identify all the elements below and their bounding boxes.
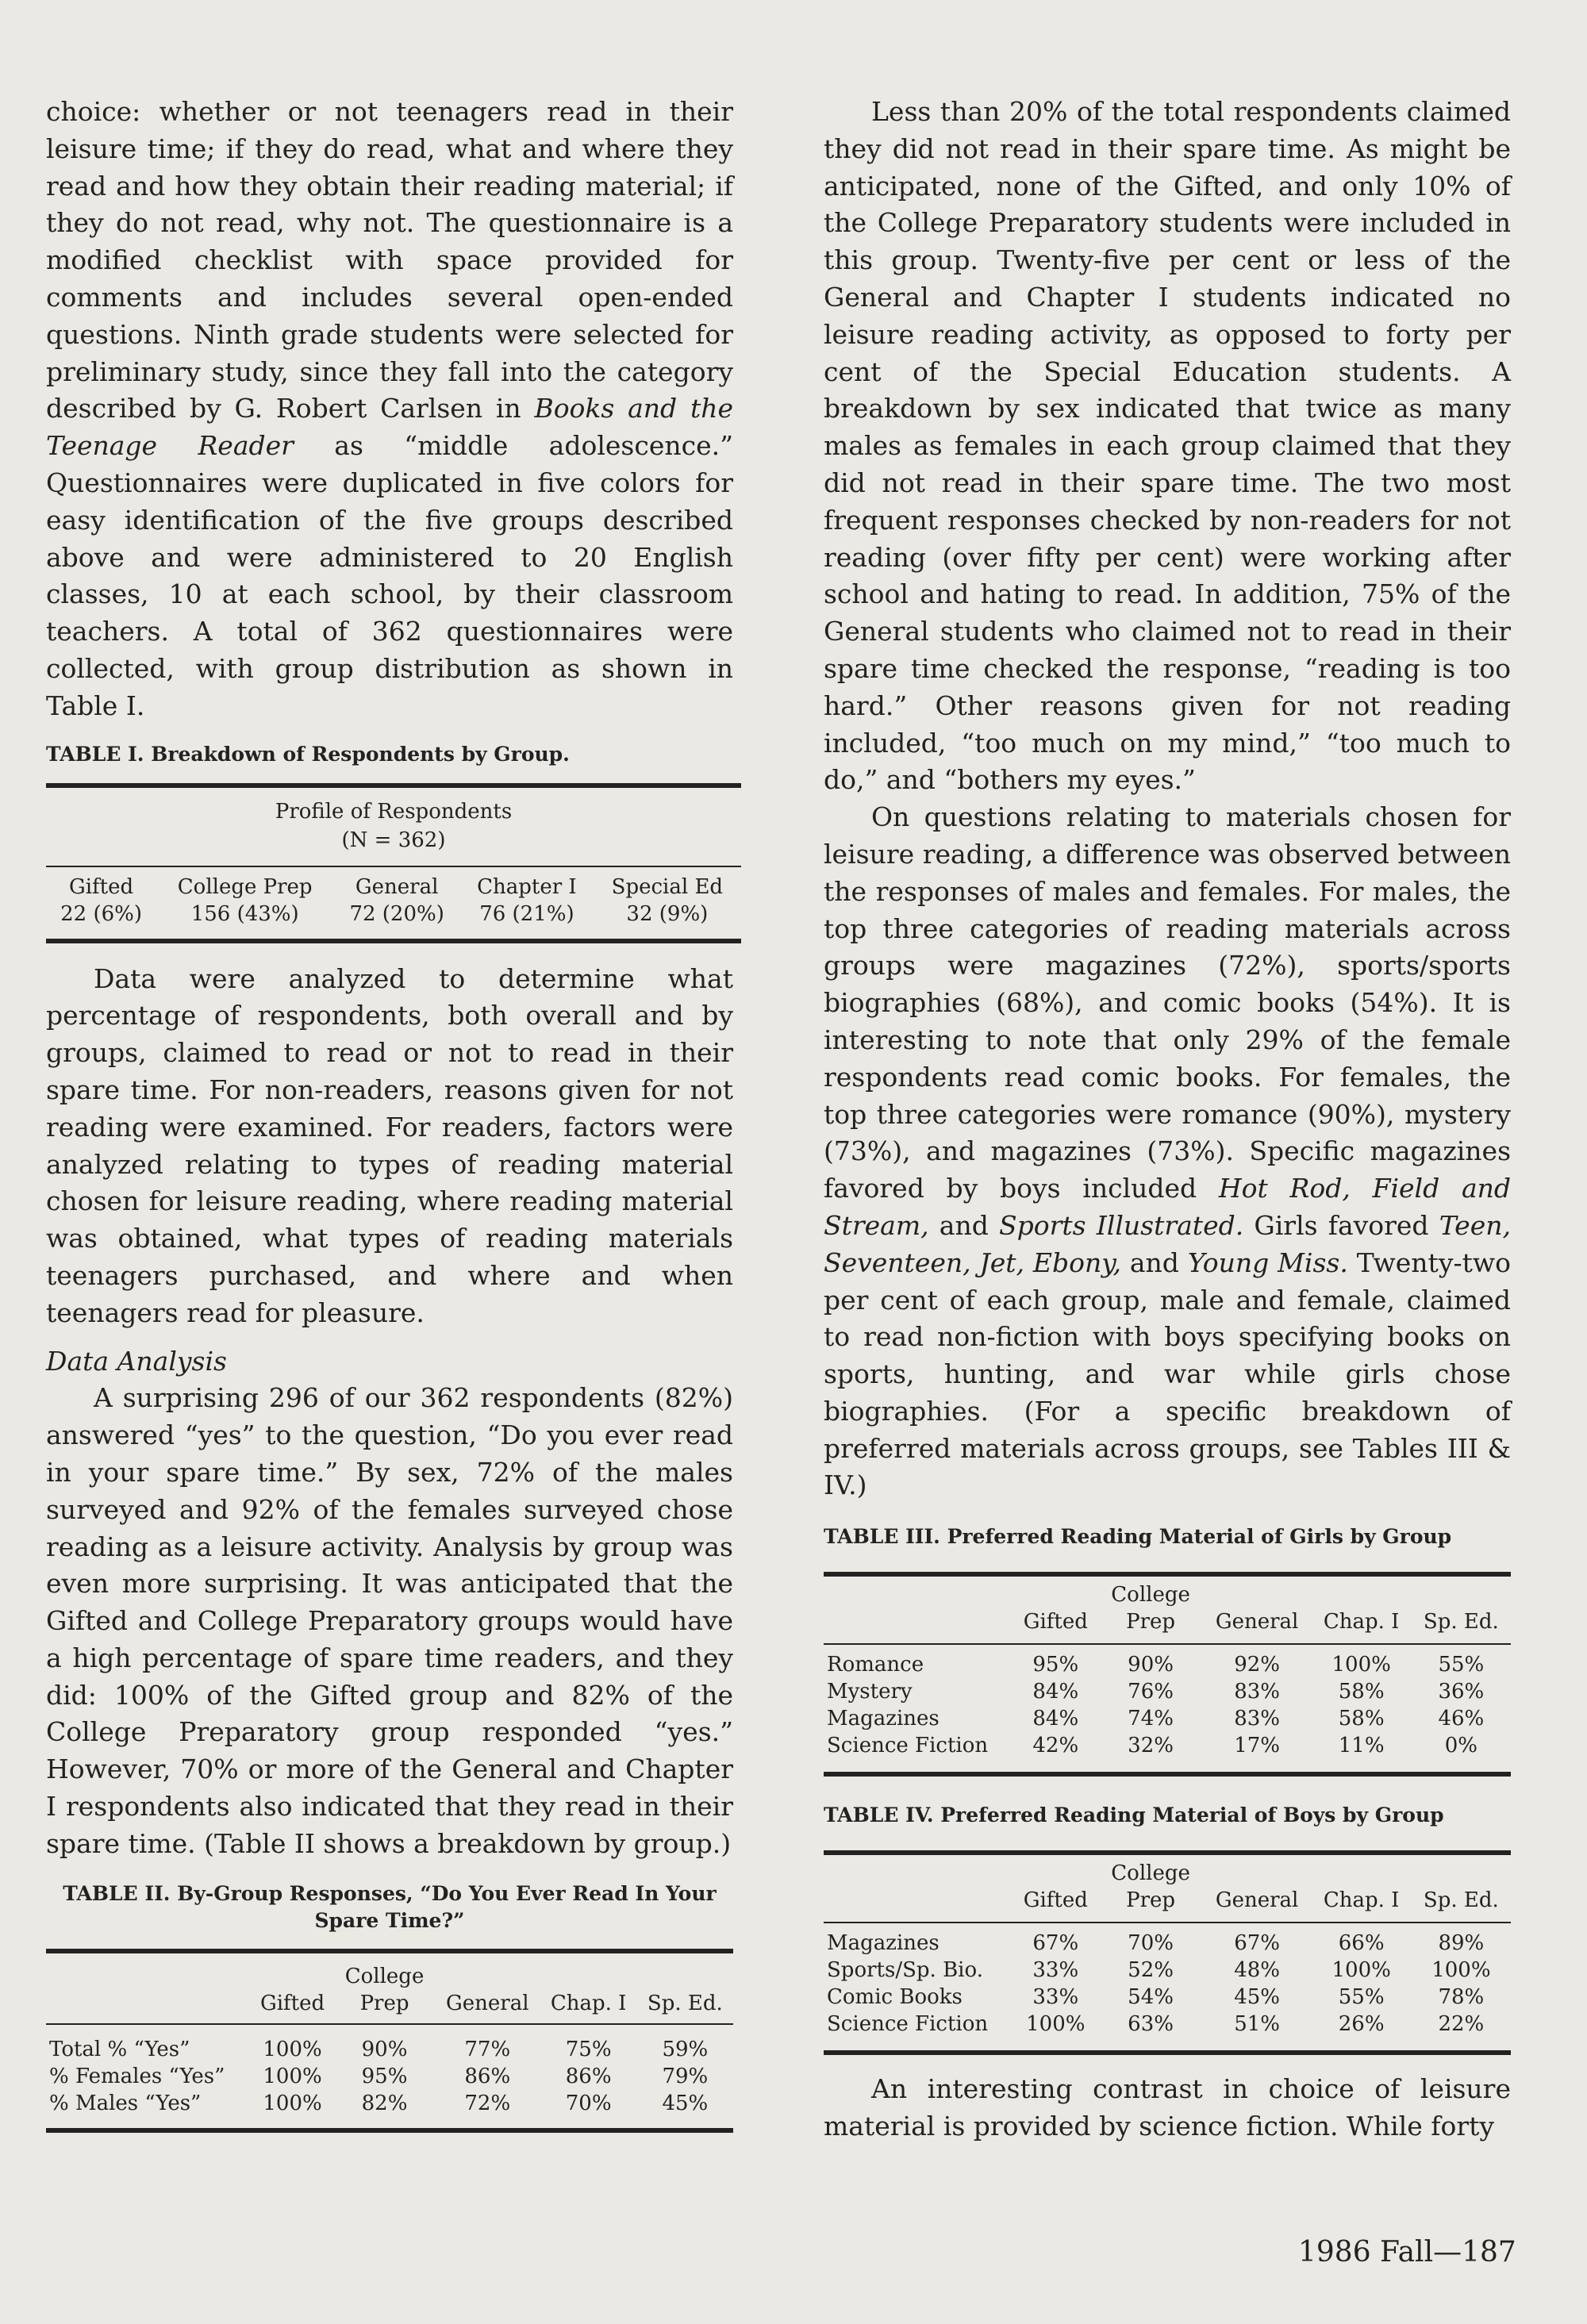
table-row: % Males “Yes” 100% 82% 72% 70% 45%: [49, 2091, 709, 2115]
divider: [824, 1772, 1511, 1777]
divider: [46, 866, 741, 867]
table-body: College Gifted Prep General Chap. I Sp. Ed. Romance 95% 90% 92% 100% 55% Mystery 84% 76% 83% 58% 36% Magazines 84% 74% 83% 58% 46% Science Fiction 42% 32% 17% 11% 0%: [824, 1581, 1511, 1759]
table-row: Total % “Yes” 100% 90% 77% 75% 59%: [49, 2037, 709, 2061]
table-1: [46, 743, 733, 943]
table-body: College Gifted Prep General Chap. I Sp. Ed. Magazines 67% 70% 67% 66% 89% Sports/Sp. Bio. 33% 52% 48% 100% 100% Comic Books 33% 54% 45% 55% 78% Science Fiction 100% 63% 51% 26% 22%: [824, 1860, 1511, 2038]
left-column: [46, 94, 733, 2133]
divider: [46, 783, 741, 788]
divider: [46, 2128, 733, 2133]
divider: [46, 1949, 733, 1953]
table-row: Magazines 67% 70% 67% 66% 89%: [827, 1931, 1485, 1956]
table-caption: TABLE II. By-Group Responses, “Do You Ever Read In Your Spare Time?”: [63, 1881, 717, 1932]
paragraph: A surprising 296 of our 362 respondents (82%) answered “yes” to the question, “Do you ever read in your spare time.” By sex, 72% of the males surveyed and 92% of the females surveyed chose reading as a leisure activity. Analysis by group was even more surprising. It was anticipated that the Gifted and College Preparatory groups would have a high percentage of spare time readers, and they did: 100% of the Gifted group and 82% of the College Preparatory group responded “yes.” However, 70% or more of the General and Chapter I respondents also indicated that they read in their spare time. (Table II shows a breakdown by group.): [46, 1382, 733, 1859]
page-footer: 1986 Fall—187: [1298, 2236, 1516, 2268]
table-body: College Gifted Prep General Chap. I Sp. Ed. Total % “Yes” 100% 90% 77% 75% 59% % Females “Yes” 100% 95% 86% 86% 79% % Males “Yes” 100% 82% 72% 70% 45%: [46, 1963, 733, 2117]
table-2: [46, 1880, 733, 2133]
table-row: Sports/Sp. Bio. 33% 52% 48% 100% 100%: [827, 1958, 1491, 1983]
table-3: [824, 1525, 1511, 1777]
table-caption: TABLE IV. Preferred Reading Material of Boys by Group: [824, 1804, 1444, 1827]
paragraph: Data were analyzed to determine what percentage of respondents, both overall and by groups, claimed to read or not to read in their spare time. For non-readers, reasons given for not reading were examined. For readers, factors were analyzed relating to types of reading material chosen for leisure reading, where reading material was obtained, what types of reading materials teenagers purchased, and where and when teenagers read for pleasure.: [46, 962, 733, 1328]
table-body: Gifted College Prep General Chapter I Special Ed 22 (6%) 156 (43%) 72 (20%) 76 (21%) 32 (9%): [60, 874, 724, 926]
paragraph: On questions relating to materials chosen for leisure reading, a difference was observed between the responses of males and females. For males, the top three categories of reading materials across groups were magazines (72%), sports/sports biographies (68%), and comic books (54%). It is interesting to note that only 29% of the female respondents read comic books. For females, the top three categories were romance (90%), mystery (73%), and magazines (73%). Specific magazines favored by boys included Hot Rod, Field and Stream, and Sports Illustrated. Girls favored Teen, Seventeen, Jet, Ebony, and Young Miss. Twenty-two per cent of each group, male and female, claimed to read non-fiction with boys specifying books on sports, hunting, and war while girls chose biographies. (For a specific breakdown of preferred materials across groups, see Tables III & IV.): [824, 801, 1511, 1501]
paragraph: An interesting contrast in choice of leisure material is provided by science fiction. While forty: [824, 2073, 1511, 2142]
section-heading: Data Analysis: [46, 1345, 227, 1377]
table-row: Magazines 84% 74% 83% 58% 46%: [827, 1707, 1485, 1731]
divider: [824, 1572, 1511, 1577]
table-4: [824, 1804, 1511, 2055]
table-row: Mystery 84% 76% 83% 58% 36%: [827, 1680, 1485, 1704]
table-title: Profile of Respondents (N = 362): [275, 799, 513, 852]
divider: [824, 2050, 1511, 2055]
divider: [46, 939, 741, 943]
table-row: Comic Books 33% 54% 45% 55% 78%: [827, 1985, 1485, 2010]
table-row: Science Fiction 100% 63% 51% 26% 22%: [827, 2012, 1485, 2037]
divider: [46, 2023, 733, 2025]
divider: [824, 1850, 1511, 1855]
divider: [824, 1922, 1511, 1923]
book-title: Books and the Teenage Reader: [46, 393, 733, 462]
paragraph: choice: whether or not teenagers read in their leisure time; if they do read, what and where they read and how they obtain their reading material; if they do not read, why not. The questionnaire is a modified checklist with space provided for comments and includes several open-ended questions. Ninth grade students were selected for preliminary study, since they fall into the category described by G. Robert Carlsen in Books and the Teenage Reader as “middle adolescence.” Questionnaires were duplicated in five colors for easy identification of the five groups described above and were administered to 20 English classes, 10 at each school, by their classroom teachers. A total of 362 questionnaires were collected, with group distribution as shown in Table I.: [46, 96, 733, 721]
table-row: Romance 95% 90% 92% 100% 55%: [827, 1653, 1485, 1677]
table-caption: TABLE III. Preferred Reading Material of Girls by Group: [824, 1525, 1452, 1549]
table-row: Science Fiction 42% 32% 17% 11% 0%: [827, 1734, 1477, 1758]
paragraph: Less than 20% of the total respondents claimed they did not read in their spare time. As might be anticipated, none of the Gifted, and only 10% of the College Preparatory students were included in this group. Twenty-five per cent or less of the General and Chapter I students indicated no leisure reading activity, as opposed to forty per cent of the Special Education students. A breakdown by sex indicated that twice as many males as females in each group claimed that they did not read in their spare time. The two most frequent responses checked by non-readers for not reading (over fifty per cent) were working after school and hating to read. In addition, 75% of the General students who claimed not to read in their spare time checked the response, “reading is too hard.” Other reasons given for not reading included, “too much on my mind,” “too much to do,” and “bothers my eyes.”: [824, 96, 1511, 796]
divider: [824, 1643, 1511, 1645]
table-caption: TABLE I. Breakdown of Respondents by Group.: [46, 742, 570, 766]
right-column: [824, 94, 1511, 2145]
table-row: % Females “Yes” 100% 95% 86% 86% 79%: [49, 2064, 709, 2088]
